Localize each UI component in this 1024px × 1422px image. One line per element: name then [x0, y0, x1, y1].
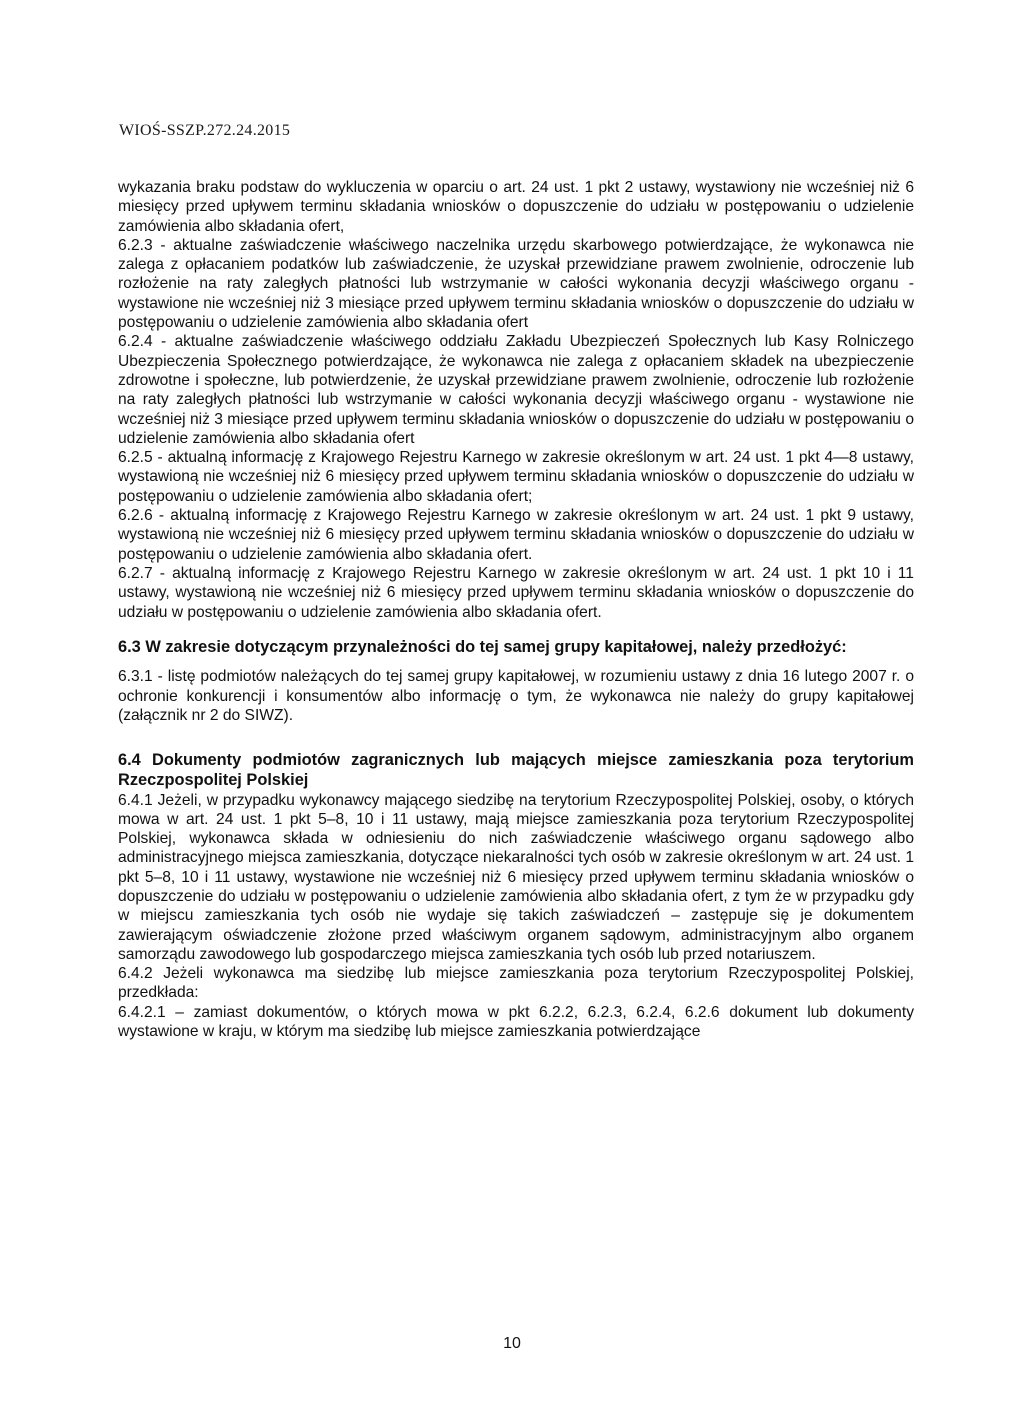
paragraph-6-4-1: 6.4.1 Jeżeli, w przypadku wykonawcy mającego siedzibę na terytorium Rzeczypospolitej Polskiej, osoby, o których mowa w art. 24 ust. 1 pkt 5–8, 10 i 11 ustawy, mają miejsce zamieszkania poza terytorium Rzeczypospolitej Polskiej, wykonawca składa w odniesieniu do nich zaświadczenie właściwego organu sądowego albo administracyjnego miejsca zamieszkania, dotyczące niekaralności tych osób w zakresie określonym w art. 24 ust. 1 pkt 5–8, 10 i 11 ustawy, wystawione nie wcześniej niż 6 miesięcy przed upływem terminu składania wniosków o dopuszczenie do udziału w postępowaniu o udzielenie zamówienia albo składania ofert, z tym że w przypadku gdy w miejscu zamieszkania tych osób nie wydaje się takich zaświadczeń – zastępuje się je dokumentem zawierającym oświadczenie złożone przed właściwym organem sądowym, administracyjnym albo organem samorządu zawodowego lub gospodarczego miejsca zamieszkania tych osób lub przed notariuszem. — [118, 791, 914, 963]
paragraph-6-3-1: 6.3.1 - listę podmiotów należących do tej samej grupy kapitałowej, w rozumieniu ustawy z dnia 16 lutego 2007 r. o ochronie konkurencji i konsumentów albo informację o tym, że wykonawca nie należy do grupy kapitałowej (załącznik nr 2 do SIWZ). — [118, 668, 914, 725]
paragraph-6-2-4: 6.2.4 - aktualne zaświadczenie właściwego oddziału Zakładu Ubezpieczeń Społecznych lub Kasy Rolniczego Ubezpieczenia Społecznego potwierdzające, że wykonawca nie zalega z opłacaniem składek na ubezpieczenie zdrowotne i społeczne, lub potwierdzenie, że uzyskał przewidziane prawem zwolnienie, odroczenie lub rozłożenie na raty zaległych płatności lub wstrzymanie w całości wykonania decyzji właściwego organu - wystawione nie wcześniej niż 3 miesiące przed upływem terminu składania wniosków o dopuszczenie do udziału w postępowaniu o udzielenie zamówienia albo składania ofert — [118, 333, 914, 447]
section-6-4-heading: 6.4 Dokumenty podmiotów zagranicznych lub mających miejsce zamieszkania poza terytorium Rzeczpospolitej Polskiej — [118, 751, 914, 789]
paragraph-6-2-5: 6.2.5 - aktualną informację z Krajowego Rejestru Karnego w zakresie określonym w art. 24 ust. 1 pkt 4—8 ustawy, wystawioną nie wcześniej niż 6 miesięcy przed upływem terminu składania wniosków o dopuszczenie do udziału w postępowaniu o udzielenie zamówienia albo składania ofert; — [118, 449, 914, 505]
page-number: 10 — [503, 1335, 521, 1352]
paragraph-6-2-3: 6.2.3 - aktualne zaświadczenie właściwego naczelnika urzędu skarbowego potwierdzające, że wykonawca nie zalega z opłacaniem podatków lub zaświadczenie, że uzyskał przewidziane prawem zwolnienie, odroczenie lub rozłożenie na raty zaległych płatności lub wstrzymanie w całości wykonania decyzji właściwego organu - wystawione nie wcześniej niż 3 miesiące przed upływem terminu składania wniosków o dopuszczenie do udziału w postępowaniu o udzielenie zamówienia albo składania ofert — [118, 236, 914, 332]
section-6-3-heading: 6.3 W zakresie dotyczącym przynależności do tej samej grupy kapitałowej, należy przedłożyć: — [118, 637, 847, 656]
document-body — [118, 178, 914, 1041]
paragraph-6-4-2: 6.4.2 Jeżeli wykonawca ma siedzibę lub miejsce zamieszkania poza terytorium Rzeczypospolitej Polskiej, przedkłada: — [118, 965, 914, 1002]
paragraph-6-2-2-continued: wykazania braku podstaw do wykluczenia w oparciu o art. 24 ust. 1 pkt 2 ustawy, wystawiony nie wcześniej niż 6 miesięcy przed upływem terminu składania wniosków o dopuszczenie do udziału w postępowaniu o udzielenie zamówienia albo składania ofert, — [118, 179, 914, 235]
paragraph-6-2-7: 6.2.7 - aktualną informację z Krajowego Rejestru Karnego w zakresie określonym w art. 24 ust. 1 pkt 10 i 11 ustawy, wystawioną nie wcześniej niż 6 miesięcy przed upływem terminu składania wniosków o dopuszczenie do udziału w postępowaniu o udzielenie zamówienia albo składania ofert. — [118, 564, 914, 621]
document-reference: WIOŚ-SSZP.272.24.2015 — [119, 122, 291, 139]
paragraph-6-2-6: 6.2.6 - aktualną informację z Krajowego Rejestru Karnego w zakresie określonym w art. 24 ust. 1 pkt 9 ustawy, wystawioną nie wcześniej niż 6 miesięcy przed upływem terminu składania wniosków o dopuszczenie do udziału w postępowaniu o udzielenie zamówienia albo składania ofert. — [118, 507, 914, 563]
paragraph-6-4-2-1: 6.4.2.1 – zamiast dokumentów, o których mowa w pkt 6.2.2, 6.2.3, 6.2.4, 6.2.6 dokument lub dokumenty wystawione w kraju, w którym ma siedzibę lub miejsce zamieszkania potwierdzające — [118, 1003, 914, 1041]
